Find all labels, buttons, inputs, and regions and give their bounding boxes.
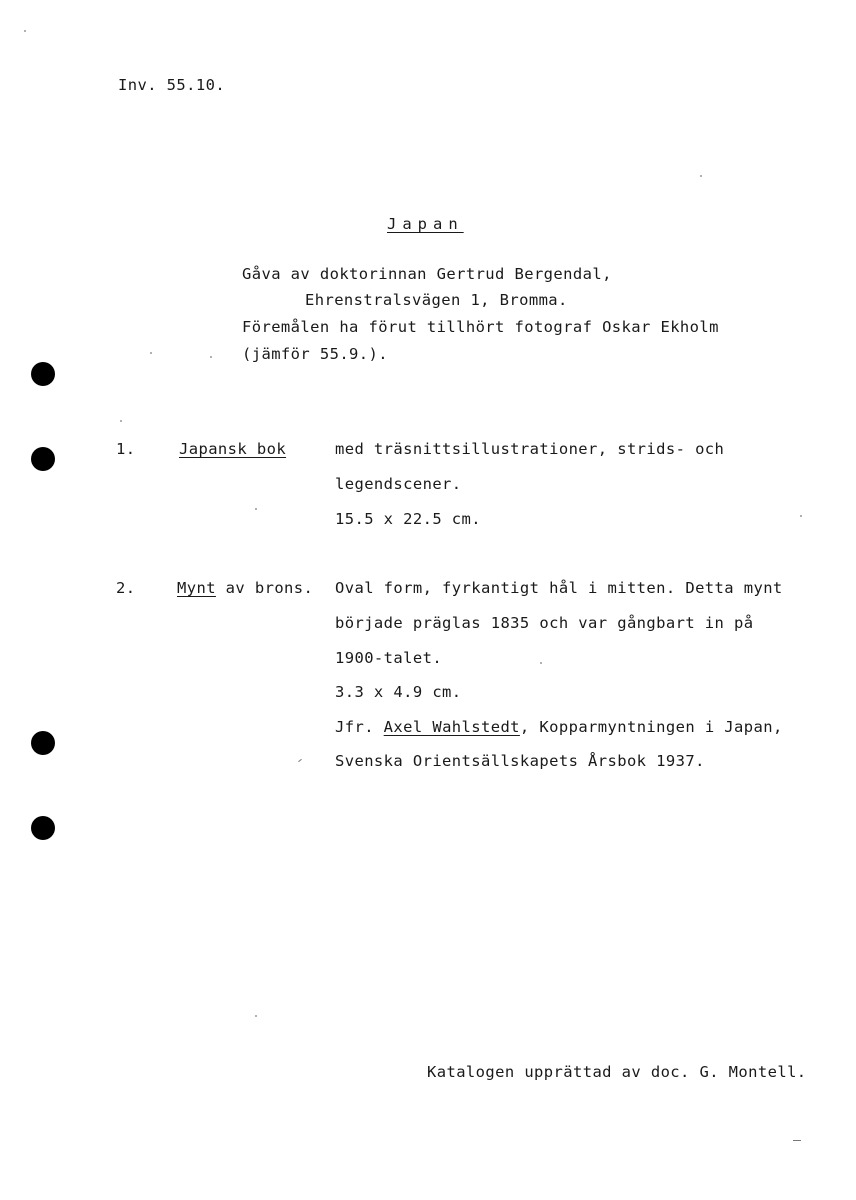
item-description-line: legendscener. bbox=[335, 475, 462, 493]
paper-speck bbox=[120, 420, 122, 422]
donor-line-3: Föremålen ha förut tillhört fotograf Oskar Ekholm bbox=[242, 318, 719, 336]
item-dimensions: 15.5 x 22.5 cm. bbox=[335, 510, 481, 528]
punch-hole bbox=[31, 816, 55, 840]
item-name: Japansk bok bbox=[179, 440, 287, 458]
item-description-line: Oval form, fyrkantigt hål i mitten. Detta mynt bbox=[335, 579, 783, 597]
item-reference bbox=[335, 718, 783, 736]
reference-publication: Svenska Orientsällskapets Årsbok 1937. bbox=[335, 752, 705, 770]
paper-speck bbox=[700, 175, 702, 177]
paper-speck bbox=[150, 352, 152, 354]
item-description-line: med träsnittsillustrationer, strids- och bbox=[335, 440, 725, 458]
item-description-line: började präglas 1835 och var gångbart in på bbox=[335, 614, 754, 632]
reference-prefix: Jfr. bbox=[335, 718, 384, 736]
punch-hole bbox=[31, 362, 55, 386]
donor-line-4: (jämför 55.9.). bbox=[242, 345, 388, 363]
paper-mark bbox=[298, 759, 302, 762]
cataloguer-note: Katalogen upprättad av doc. G. Montell. bbox=[427, 1063, 807, 1081]
item-number: 2. bbox=[116, 579, 136, 597]
item-dimensions: 3.3 x 4.9 cm. bbox=[335, 683, 462, 701]
paper-speck bbox=[24, 30, 26, 32]
paper-speck bbox=[540, 662, 542, 664]
reference-title: , Kopparmyntningen i Japan, bbox=[519, 718, 783, 736]
item-description-line: 1900-talet. bbox=[335, 649, 443, 667]
item-number: 1. bbox=[116, 440, 136, 458]
punch-hole bbox=[31, 731, 55, 755]
reference-author: Axel Wahlstedt bbox=[383, 718, 520, 736]
item-name: Mynt bbox=[177, 579, 216, 597]
paper-speck bbox=[255, 1015, 257, 1017]
paper-speck bbox=[800, 515, 802, 517]
item-name-suffix: av brons. bbox=[215, 579, 314, 597]
donor-line-1: Gåva av doktorinnan Gertrud Bergendal, bbox=[242, 265, 612, 283]
document-title: Japan bbox=[387, 215, 464, 233]
item-heading bbox=[177, 579, 313, 597]
paper-speck bbox=[210, 356, 212, 358]
donor-line-2: Ehrenstralsvägen 1, Bromma. bbox=[305, 291, 568, 309]
punch-hole bbox=[31, 447, 55, 471]
paper-speck bbox=[255, 508, 257, 510]
inventory-number: Inv. 55.10. bbox=[118, 76, 226, 94]
paper-mark bbox=[793, 1140, 801, 1141]
